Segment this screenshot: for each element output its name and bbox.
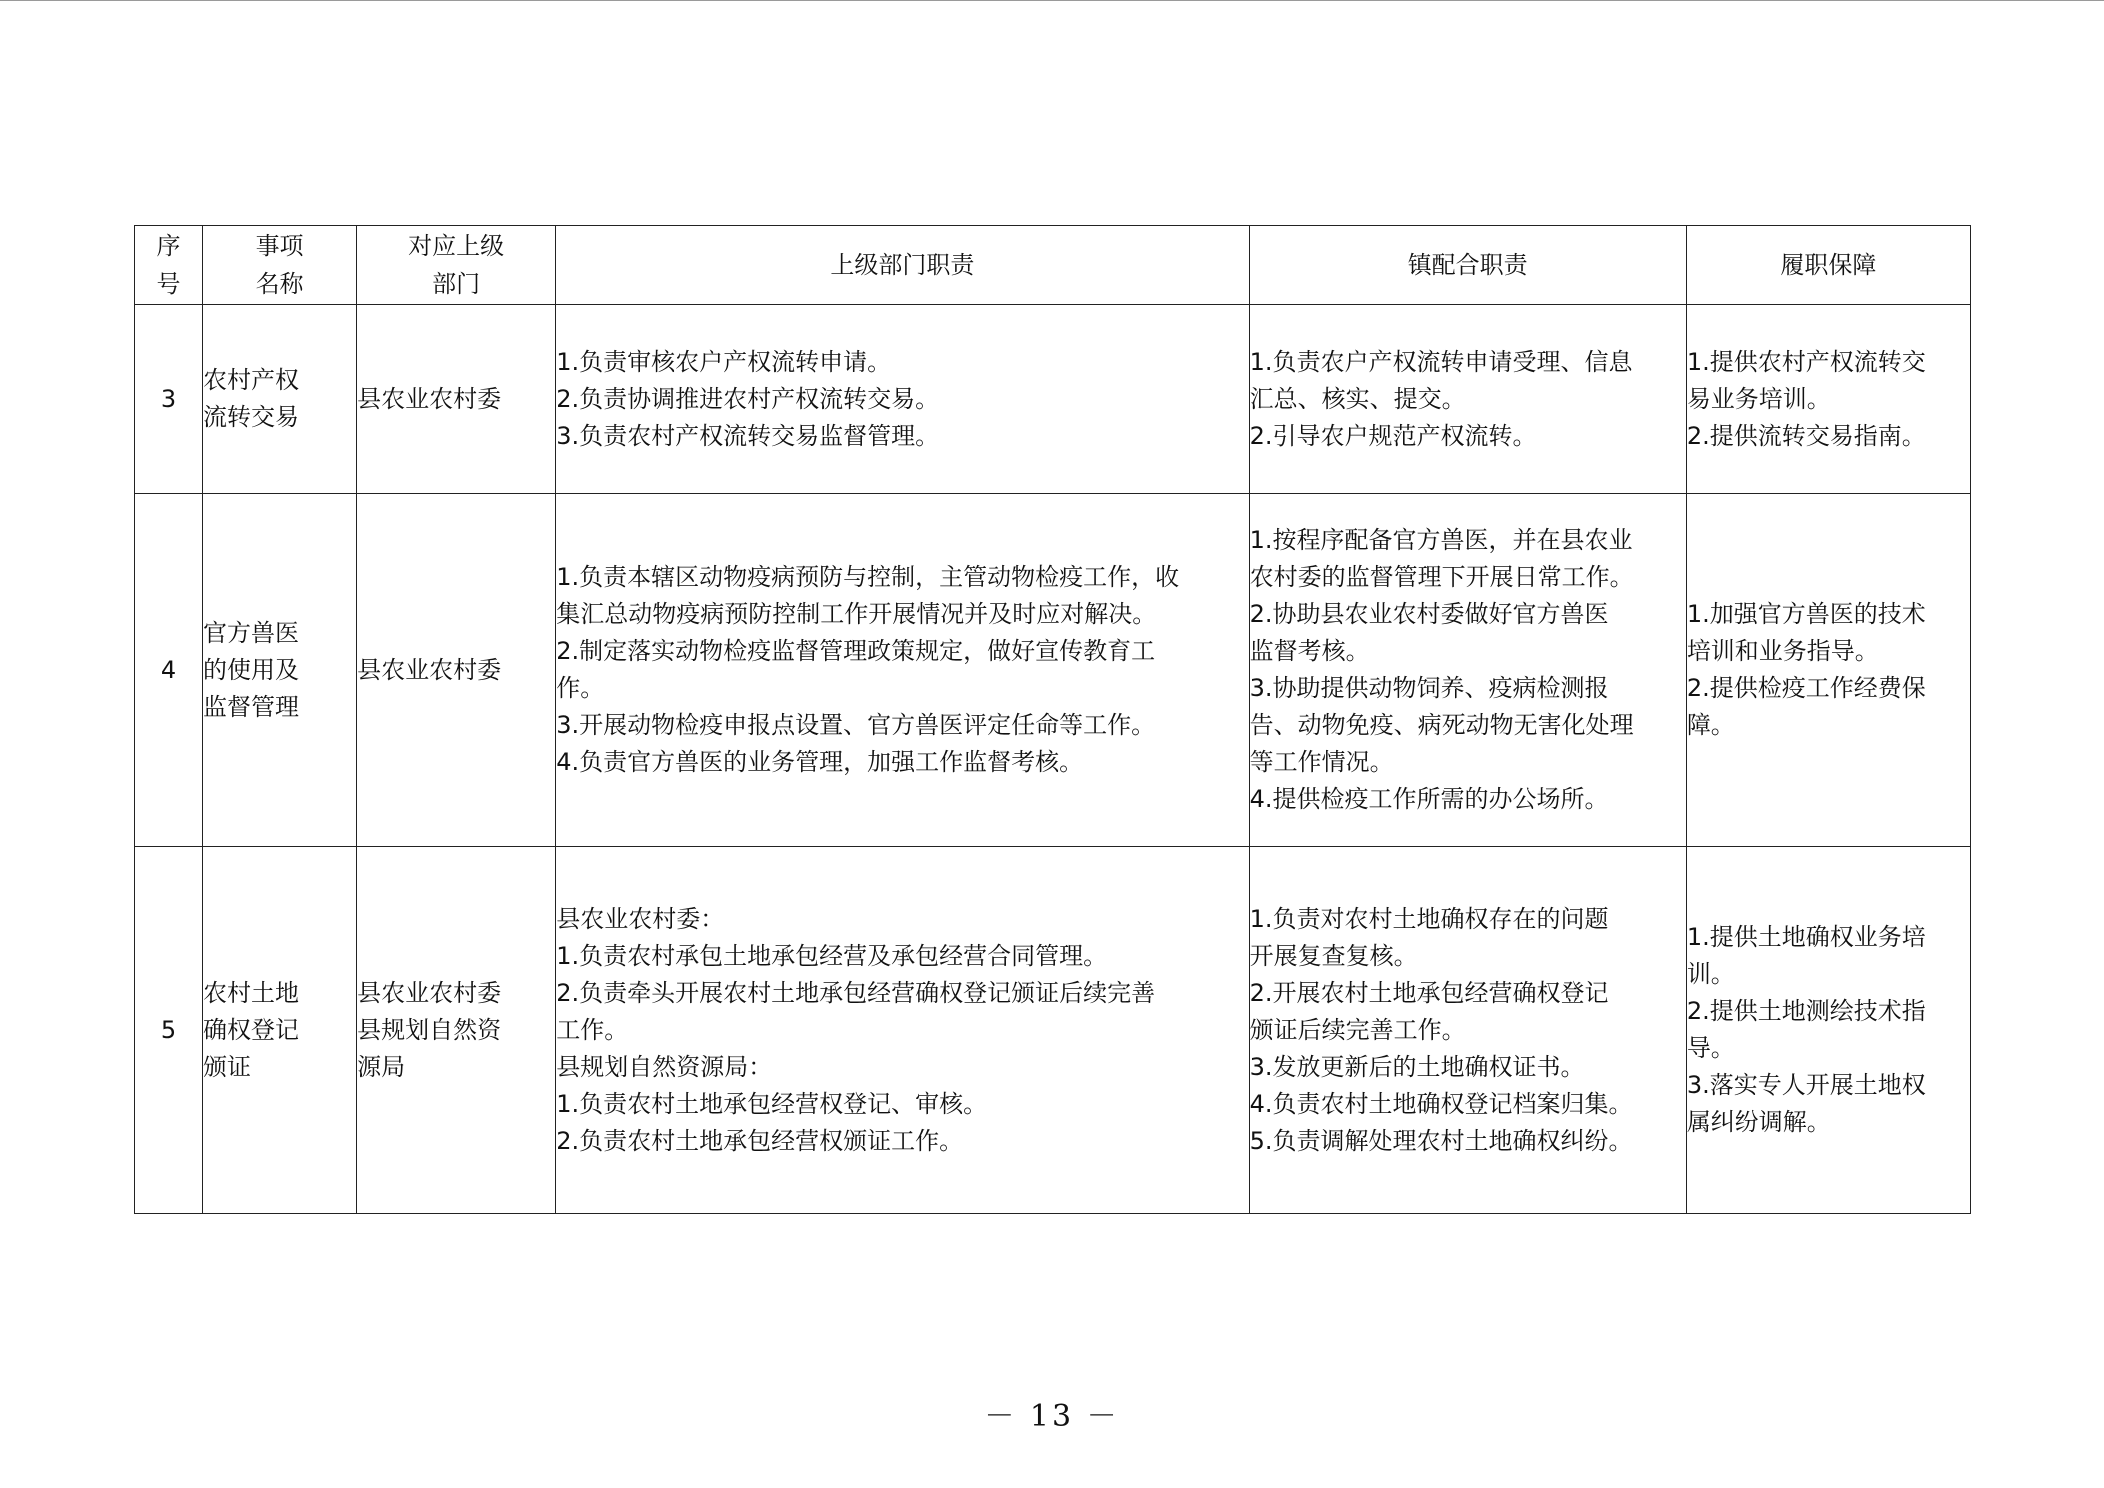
row-serial-number: 5 — [135, 847, 203, 1214]
row-item-name: 官方兽医 的使用及 监督管理 — [203, 494, 357, 847]
row-item-name: 农村土地 确权登记 颁证 — [203, 847, 357, 1214]
row-superior-duties: 1.负责本辖区动物疫病预防与控制，主管动物检疫工作，收 集汇总动物疫病预防控制工作开展情况并及时应对解决。 2.制定落实动物检疫监督管理政策规定，做好宣传教育工 作。 3.开展动物检疫申报点设置、官方兽医评定任命等工作。 4.负责官方兽医的业务管理，加强工作监督考核。 — [556, 494, 1249, 847]
table-header-row — [135, 226, 1971, 305]
row-serial-number: 4 — [135, 494, 203, 847]
row-town-duties: 1.负责对农村土地确权存在的问题 开展复查复核。 2.开展农村土地承包经营确权登记 颁证后续完善工作。 3.发放更新后的土地确权证书。 4.负责农村土地确权登记档案归集。 5.负责调解处理农村土地确权纠纷。 — [1249, 847, 1686, 1214]
row-duty-guarantee: 1.加强官方兽医的技术 培训和业务指导。 2.提供检疫工作经费保 障。 — [1686, 494, 1970, 847]
row-duty-guarantee: 1.提供土地确权业务培 训。 2.提供土地测绘技术指 导。 3.落实专人开展土地权 属纠纷调解。 — [1686, 847, 1970, 1214]
page-number: － 13 － — [984, 1399, 1120, 1434]
row-duty-guarantee: 1.提供农村产权流转交 易业务培训。 2.提供流转交易指南。 — [1686, 305, 1970, 494]
row-town-duties: 1.按程序配备官方兽医，并在县农业 农村委的监督管理下开展日常工作。 2.协助县农业农村委做好官方兽医 监督考核。 3.协助提供动物饲养、疫病检测报 告、动物免疫、病死动物无害化处理 等工作情况。 4.提供检疫工作所需的办公场所。 — [1249, 494, 1686, 847]
header-duty-guarantee: 履职保障 — [1686, 226, 1970, 305]
duty-table — [134, 225, 1971, 1214]
row-town-duties: 1.负责农户产权流转申请受理、信息 汇总、核实、提交。 2.引导农户规范产权流转。 — [1249, 305, 1686, 494]
header-superior-department: 对应上级 部门 — [357, 226, 556, 305]
row-serial-number: 3 — [135, 305, 203, 494]
row-superior-department: 县农业农村委 — [357, 494, 556, 847]
header-item-name: 事项 名称 — [203, 226, 357, 305]
row-superior-duties: 1.负责审核农户产权流转申请。 2.负责协调推进农村产权流转交易。 3.负责农村产权流转交易监督管理。 — [556, 305, 1249, 494]
row-item-name: 农村产权 流转交易 — [203, 305, 357, 494]
table-row — [135, 305, 1971, 494]
top-border-line — [0, 0, 2104, 1]
row-superior-department: 县农业农村委 — [357, 305, 556, 494]
table-row — [135, 494, 1971, 847]
header-town-duties: 镇配合职责 — [1249, 226, 1686, 305]
header-superior-duties: 上级部门职责 — [556, 226, 1249, 305]
table-row — [135, 847, 1971, 1214]
row-superior-duties: 县农业农村委： 1.负责农村承包土地承包经营及承包经营合同管理。 2.负责牵头开展农村土地承包经营确权登记颁证后续完善 工作。 县规划自然资源局： 1.负责农村土地承包经营权登记、审核。 2.负责农村土地承包经营权颁证工作。 — [556, 847, 1249, 1214]
header-serial-number: 序 号 — [135, 226, 203, 305]
row-superior-department: 县农业农村委 县规划自然资 源局 — [357, 847, 556, 1214]
